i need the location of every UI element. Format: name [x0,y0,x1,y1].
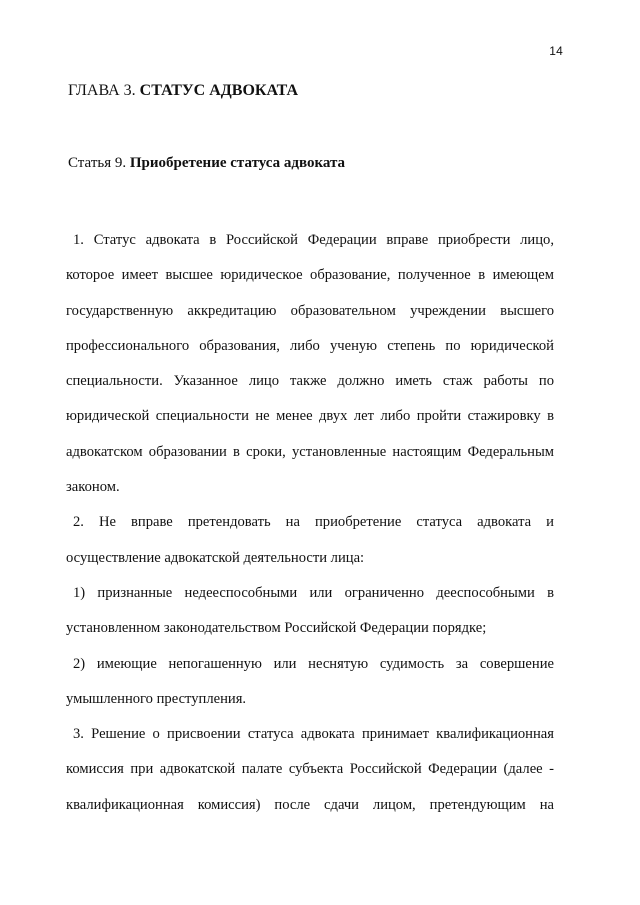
body-line: 1. Статус адвоката в Российской Федерации вправе приобрести лицо, [73,232,554,248]
body-line: 3. Решение о присвоении статуса адвоката принимает квалификационная [73,726,554,743]
page-number: 14 [549,44,563,58]
article-prefix: Статья 9. [68,155,127,171]
body-line: законом. [66,479,120,496]
body-line: государственную аккредитацию образовательном учреждении высшего [66,302,554,319]
article-heading [68,153,345,173]
body-line: специальности. Указанное лицо также должно иметь стаж работы по [66,373,554,390]
body-line: адвокатском образовании в сроки, установленные настоящим Федеральным [66,443,554,460]
body-line: умышленного преступления. [66,690,247,707]
body-line: 2. Не вправе претендовать на приобретение статуса адвоката и [73,514,554,531]
chapter-heading [68,81,298,101]
article-body [66,223,554,823]
body-line: 2) имеющие непогашенную или неснятую судимость за совершение [73,655,554,672]
body-line: которое имеет высшее юридическое образование, полученное в имеющем [66,267,554,284]
chapter-title: СТАТУС АДВОКАТА [139,82,299,99]
body-line: 1) признанные недееспособными или ограниченно дееспособными в [73,584,554,601]
body-line: квалификационная комиссия) после сдачи лицом, претендующим на [66,796,554,813]
article-title: Приобретение статуса адвоката [129,155,346,171]
body-line: осуществление адвокатской деятельности лица: [66,549,365,566]
body-line: установленном законодательством Российской Федерации порядке; [66,620,487,637]
body-line: юридической специальности не менее двух лет либо пройти стажировку в [66,408,554,425]
body-line: комиссия при адвокатской палате субъекта Российской Федерации (далее - [66,761,554,778]
body-line: профессионального образования, либо ученую степень по юридической [66,337,554,354]
chapter-prefix: ГЛАВА 3. [68,82,136,99]
